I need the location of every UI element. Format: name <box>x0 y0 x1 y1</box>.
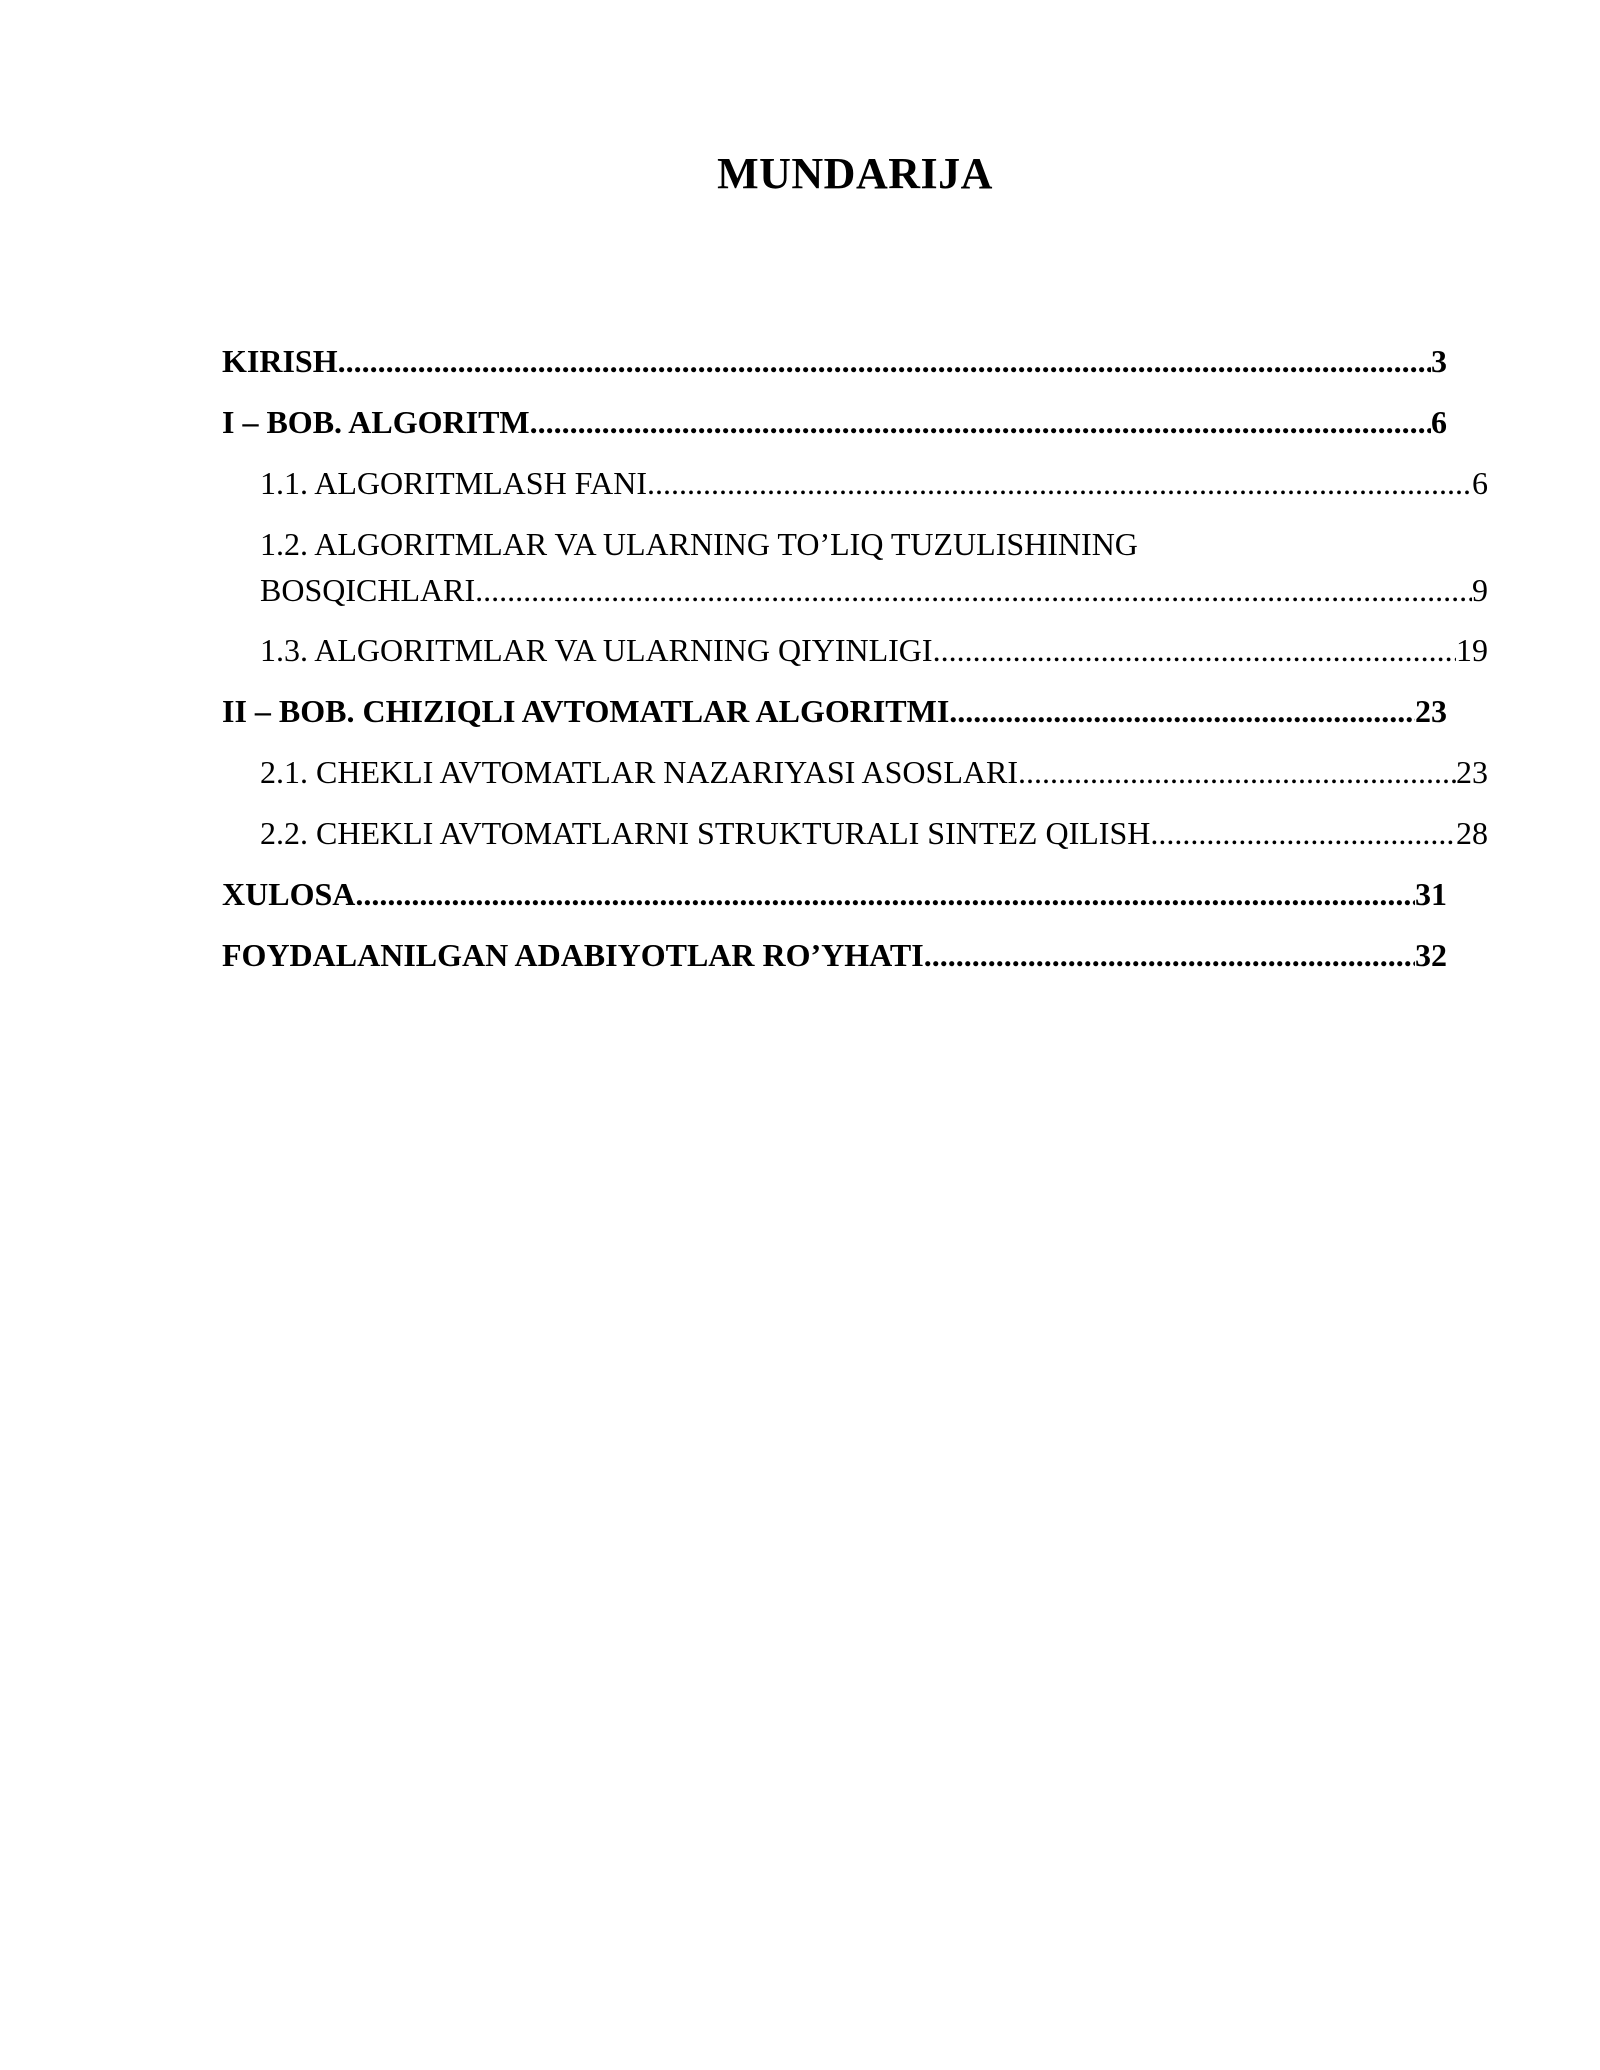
dot-leader <box>949 688 1415 734</box>
dot-leader <box>924 932 1415 978</box>
toc-entry-adabiyotlar[interactable] <box>222 932 1447 993</box>
toc-entry-label: 2.2. CHEKLI AVTOMATLARNI STRUKTURALI SINTEZ QILISH <box>260 815 1151 851</box>
toc-entry-section-2-1[interactable] <box>260 749 1488 810</box>
toc-entry-section-1-2[interactable] <box>260 521 1488 627</box>
dot-leader <box>647 460 1472 506</box>
toc-entry-page: 6 <box>1431 404 1447 440</box>
toc-entry-bob-1[interactable] <box>222 399 1447 460</box>
dot-leader <box>1150 810 1456 856</box>
toc-entry-page: 9 <box>1472 572 1488 608</box>
dot-leader <box>475 567 1472 613</box>
toc-entry-label: KIRISH <box>222 343 338 379</box>
toc-entry-label: 1.1. ALGORITMLASH FANI <box>260 465 647 501</box>
toc-entry-label: 1.3. ALGORITMLAR VA ULARNING QIYINLIGI <box>260 632 933 668</box>
dot-leader <box>1018 749 1456 795</box>
toc-entry-section-2-2[interactable] <box>260 810 1488 871</box>
toc-entry-section-1-1[interactable] <box>260 460 1488 521</box>
toc-entry-label-line-2: BOSQICHLARI <box>260 572 476 608</box>
toc-entry-page: 28 <box>1456 815 1488 851</box>
dot-leader <box>355 871 1415 917</box>
dot-leader <box>933 627 1456 673</box>
page-title: MUNDARIJA <box>717 149 993 198</box>
toc-entry-label: 2.1. CHEKLI AVTOMATLAR NAZARIYASI ASOSLARI <box>260 754 1018 790</box>
toc-entry-page: 19 <box>1456 632 1488 668</box>
toc-entry-label-line-1: 1.2. ALGORITMLAR VA ULARNING TO’LIQ TUZULISHINING <box>260 526 1138 562</box>
toc-entry-xulosa[interactable] <box>222 871 1447 932</box>
toc-entry-page: 3 <box>1431 343 1447 379</box>
toc-entry-kirish[interactable] <box>222 338 1447 399</box>
toc-entry-bob-2[interactable] <box>222 688 1447 749</box>
toc-entry-page: 6 <box>1472 465 1488 501</box>
toc-entry-page: 32 <box>1415 937 1447 973</box>
toc-entry-page: 31 <box>1415 876 1447 912</box>
toc-entry-page: 23 <box>1415 693 1447 729</box>
dot-leader <box>530 399 1431 445</box>
toc-entry-section-1-3[interactable] <box>260 627 1488 688</box>
table-of-contents <box>222 338 1490 993</box>
toc-entry-page: 23 <box>1456 754 1488 790</box>
toc-entry-label: II – BOB. CHIZIQLI AVTOMATLAR ALGORITMI <box>222 693 950 729</box>
toc-entry-label: XULOSA <box>222 876 356 912</box>
toc-entry-label: FOYDALANILGAN ADABIYOTLAR RO’YHATI <box>222 937 924 973</box>
dot-leader <box>338 338 1431 384</box>
toc-entry-label: I – BOB. ALGORITM <box>222 404 530 440</box>
